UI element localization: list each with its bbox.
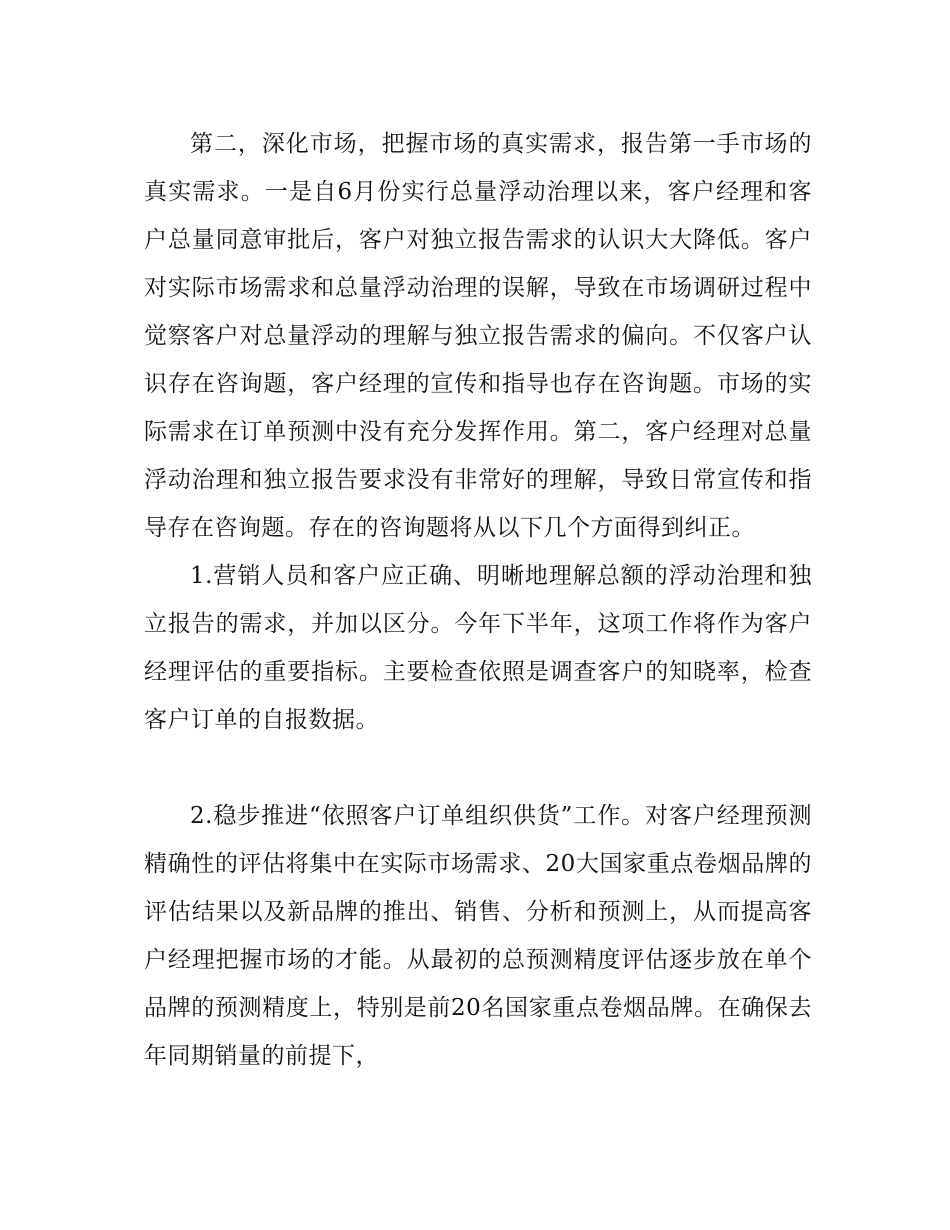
- paragraph-spacer: [144, 744, 812, 792]
- paragraph-item-1: 1.营销人员和客户应正确、明晰地理解总额的浮动治理和独立报告的需求，并加以区分。今年下半年，这项工作将作为客户经理评估的重要指标。主要检查依照是调查客户的知晓率，检查客户订单的自报数据。: [144, 563, 812, 733]
- paragraph-market-demand: 第二，深化市场，把握市场的真实需求，报告第一手市场的真实需求。一是自6月份实行总量浮动治理以来，客户经理和客户总量同意审批后，客户对独立报告需求的认识大大降低。客户对实际市场需求和总量浮动治理的误解，导致在市场调研过程中觉察客户对总量浮动的理解与独立报告需求的偏向。不仅客户认识存在咨询题，客户经理的宣传和指导也存在咨询题。市场的实际需求在订单预测中没有充分发挥作用。第二，客户经理对总量浮动治理和独立报告要求没有非常好的理解，导致日常宣传和指导存在咨询题。存在的咨询题将从以下几个方面得到纠正。: [144, 131, 812, 541]
- document-body: [144, 120, 812, 1080]
- paragraph-item-2: 2.稳步推进“依照客户订单组织供货”工作。对客户经理预测精确性的评估将集中在实际市场需求、20大国家重点卷烟品牌的评估结果以及新品牌的推出、销售、分析和预测上，从而提高客户经理把握市场的才能。从最初的总预测精度评估逐步放在单个品牌的预测精度上，特别是前20名国家重点卷烟品牌。在确保去年同期销量的前提下，: [144, 803, 812, 1069]
